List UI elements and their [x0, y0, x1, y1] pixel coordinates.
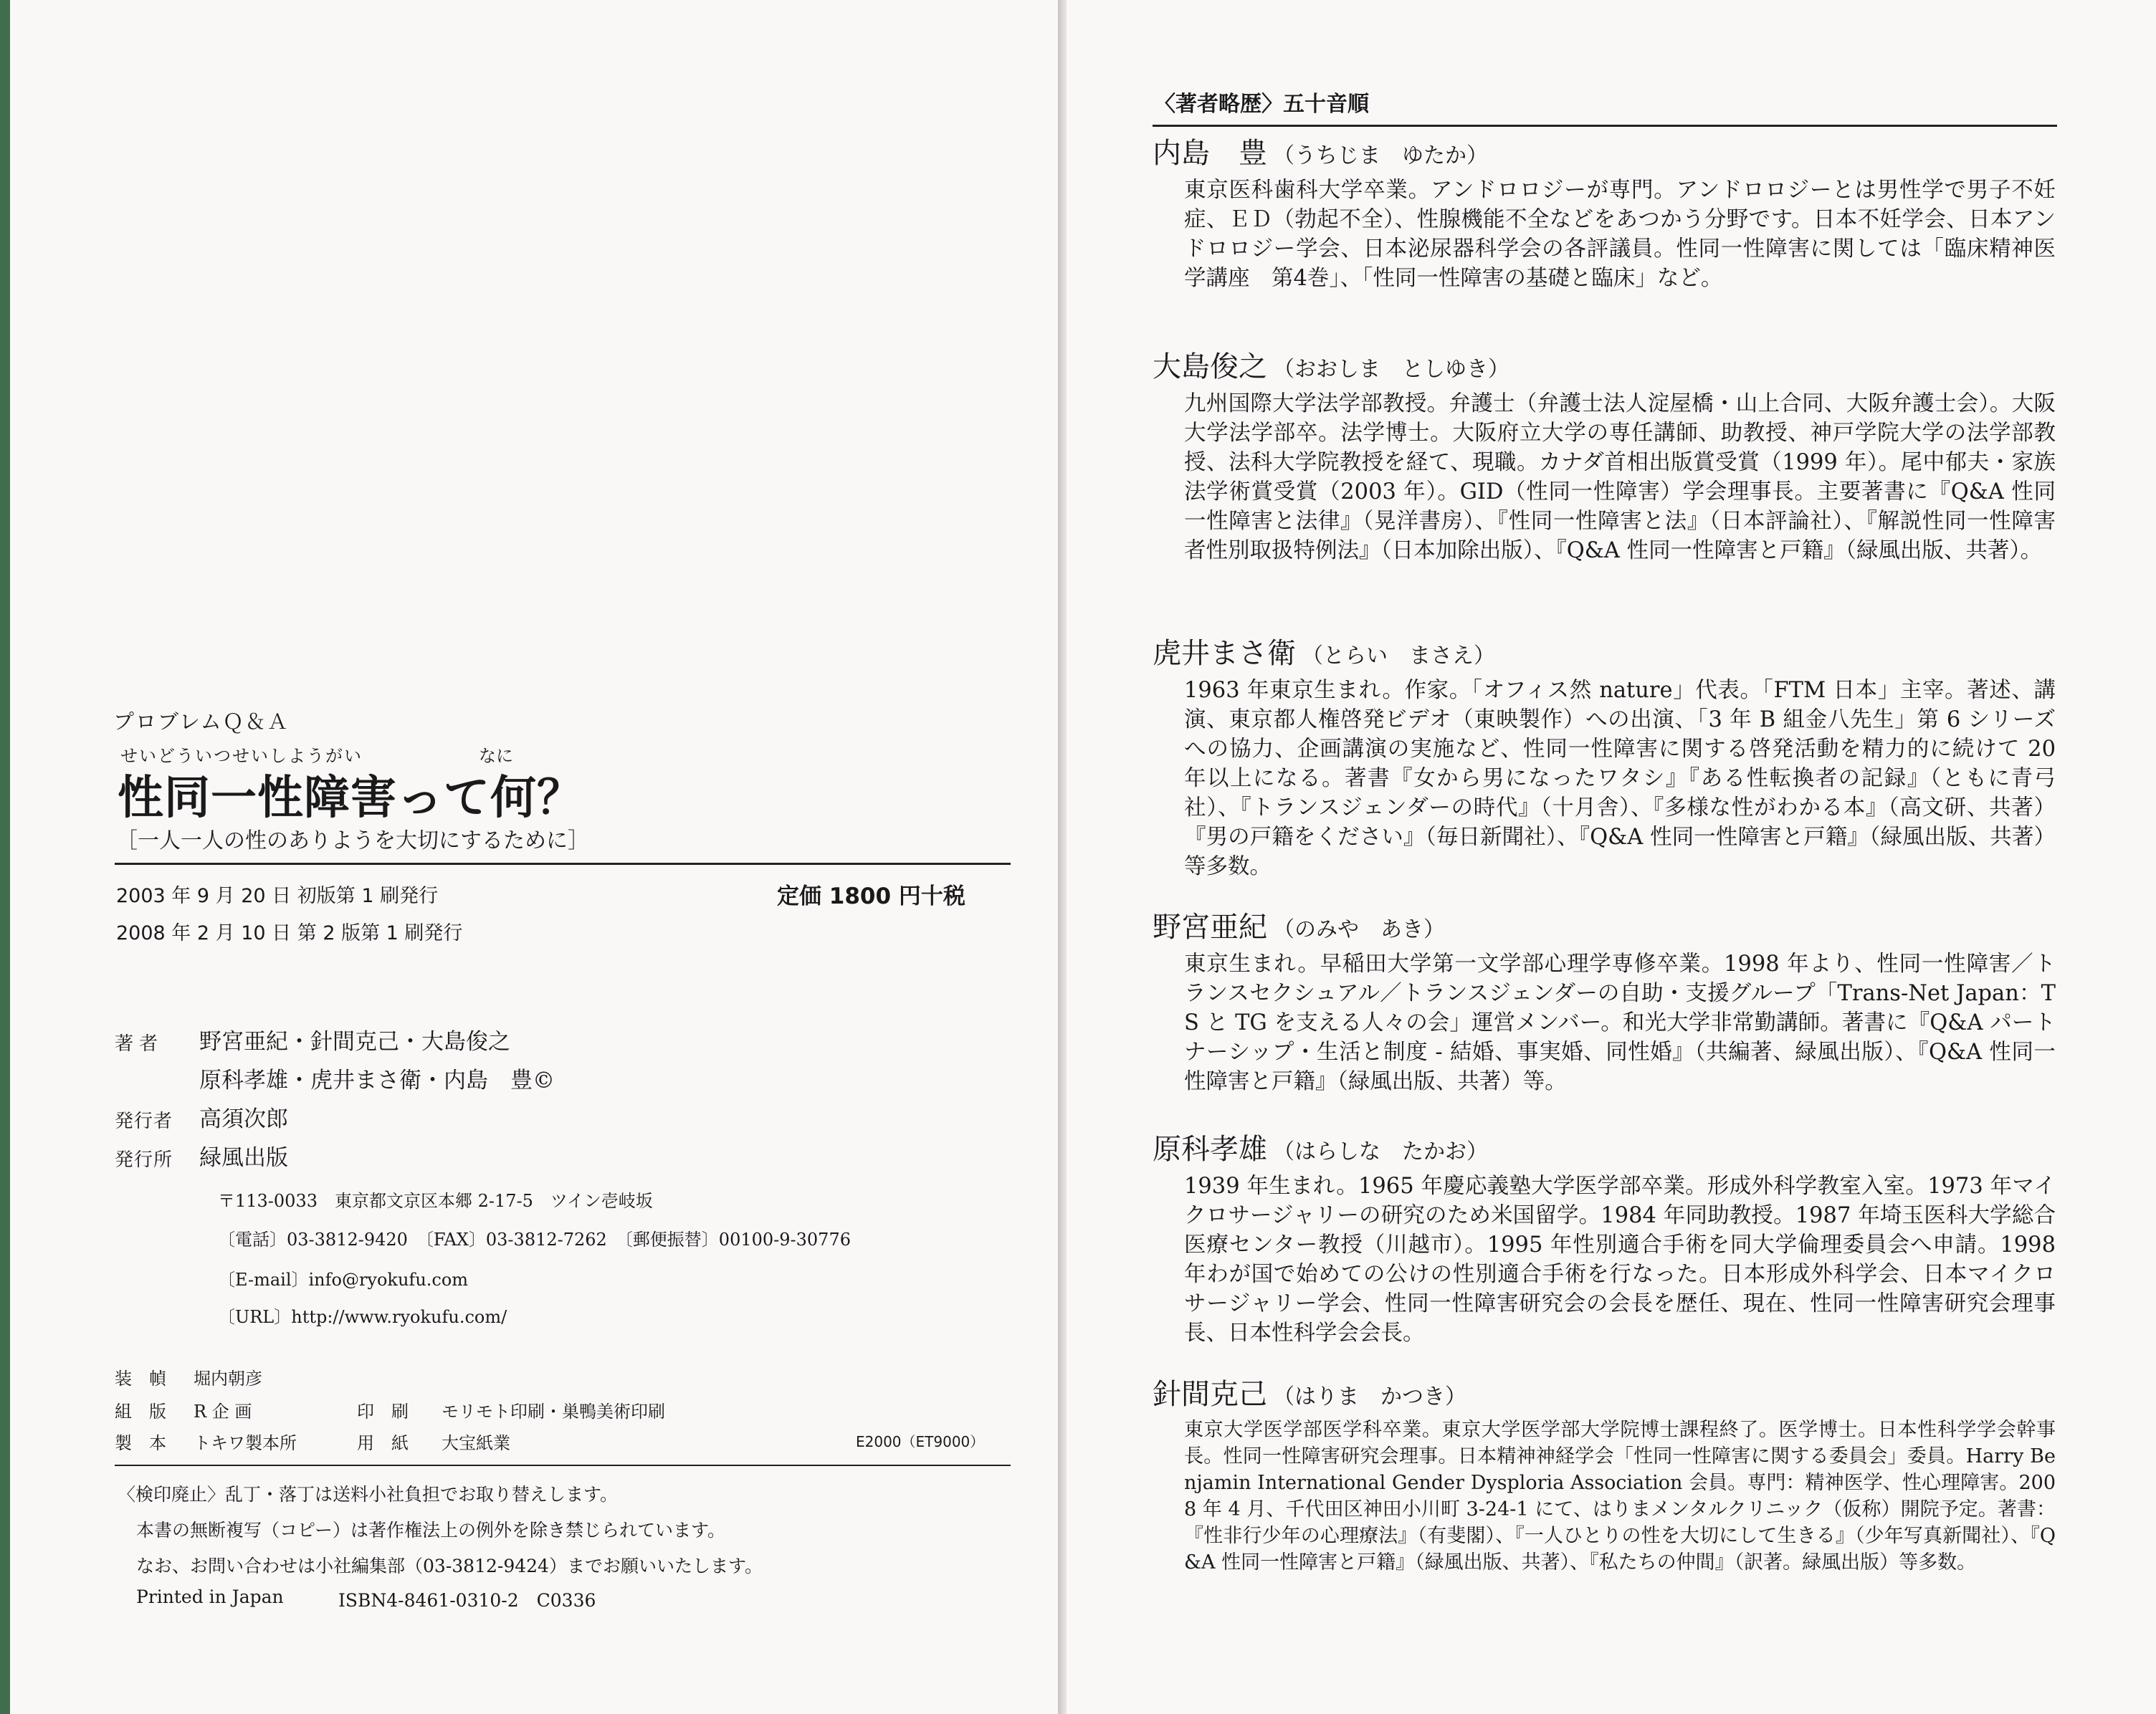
bio-name-line	[1153, 904, 2056, 945]
bio-text: 1939 年生まれ。1965 年慶応義塾大学医学部卒業。形成外科学教室入室。1973 年マイクロサージャリーの研究のため米国留学。1984 年同助教授。1987 年埼玉医科大学総合医療センター教授（川越市）。1995 年性別適合手術を同大学倫理委員会へ申請。1998 年わが国で始めての公けの性別適合手術を行なった。日本形成外科学会、日本マイクロサージャリー学会、性同一性障害研究会の会長を歴任、現在、性同一性障害研究会理事長、日本性科学会会長。	[1184, 1174, 2056, 1346]
edition-first: 2003 年 9 月 20 日 初版第 1 刷発行	[116, 885, 439, 907]
bio-entry	[1153, 130, 2056, 293]
divider	[115, 1465, 1011, 1466]
legal-notice-1: 〈検印廃止〉乱丁・落丁は送料小社負担でお取り替えします。	[118, 1484, 619, 1505]
bio-reading: （おおしま としゆき）	[1273, 357, 1509, 382]
colophon-page	[10, 0, 1058, 1714]
book-gutter	[1058, 0, 1067, 1714]
publisher-person: 高須次郎	[199, 1106, 288, 1132]
binding: トキワ製本所	[194, 1433, 297, 1453]
publisher-url: 〔URL〕http://www.ryokufu.com/	[218, 1307, 507, 1327]
product-code: E2000（ET9000）	[856, 1433, 985, 1450]
title-ruby: せいどういつせいしようがい	[120, 746, 363, 766]
bio-entry	[1153, 631, 2056, 881]
publisher-email: 〔E-mail〕info@ryokufu.com	[218, 1270, 469, 1290]
publisher-phone: 〔電話〕03-3812-9420 〔FAX〕03-3812-7262 〔郵便振替〕00100-9-30776	[218, 1230, 851, 1250]
printer: モリモト印刷・巣鴨美術印刷	[442, 1402, 665, 1422]
printed-in: Printed in Japan	[136, 1586, 284, 1607]
divider	[1153, 125, 2057, 127]
publisher-address: 〒113-0033 東京都文京区本郷 2-17-5 ツイン壱岐坂	[218, 1191, 653, 1211]
series-name: プロブレムＱ＆Ａ	[113, 709, 290, 734]
bio-text: 東京大学医学部医学科卒業。東京大学医学部大学院博士課程終了。医学博士。日本性科学学会幹事長。性同一性障害研究会理事。日本精神神経学会「性同一性障害に関する委員会」委員。Harry Benjamin International Gender Dysploria Association 会員。専門：精神医学、性心理障害。2008 年 4 月、千代田区神田小川町 3-24-1 にて、はりまメンタルクリニック（仮称）開院予定。著書：『性非行少年の心理療法』（有斐閣）、『一人ひとりの性を大切にして生きる』（少年写真新聞社）、『Q&A 性同一性障害と戸籍』（緑風出版、共著）、『私たちの仲間』（訳著。緑風出版）等多数。	[1184, 1419, 2056, 1574]
divider	[115, 863, 1011, 865]
bio-text: 1963 年東京生まれ。作家。「オフィス然 nature」代表。「FTM 日本」主宰。著述、講演、東京都人権啓発ビデオ（東映製作）への出演、「3 年 B 組金八先生」第 6 シリーズへの協力、企画講演の実施など、性同一性障害に関する啓発活動を精力的に続けて 20 年以上になる。著書『女から男になったワタシ』『ある性転換者の記録』（ともに青弓社）、『トランスジェンダーの時代』（十月舎）、『多様な性がわかる本』（高文研、共著）『男の戸籍をください』（毎日新聞社）、『Q&A 性同一性障害と戸籍』（緑風出版、共著）等多数。	[1184, 678, 2056, 879]
bio-reading: （はらしな たかお）	[1273, 1139, 1488, 1164]
print-label: 印 刷	[357, 1402, 409, 1422]
legal-notice-2: 本書の無断複写（コピー）は著作権法上の例外を除き禁じられています。	[136, 1520, 726, 1541]
publisher-person-label: 発行者	[115, 1111, 173, 1132]
design-label: 装 幀	[115, 1369, 166, 1389]
bio-text: 東京医科歯科大学卒業。アンドロロジーが専門。アンドロロジーとは男性学で男子不妊症、ＥＤ（勃起不全）、性腺機能不全などをあつかう分野です。日本不妊学会、日本アンドロロジー学会、日本泌尿器科学会の各評議員。性同一性障害に関しては「臨床精神医学講座 第4巻」、「性同一性障害の基礎と臨床」など。	[1184, 178, 2056, 291]
edition-second: 2008 年 2 月 10 日 第 2 版第 1 刷発行	[116, 922, 463, 944]
bio-name: 虎井まさ衛	[1153, 637, 1296, 670]
bio-entry	[1153, 1371, 2056, 1576]
legal-notice-3: なお、お問い合わせは小社編集部（03-3812-9424）までお願いいたします。	[136, 1556, 763, 1576]
bio-name: 針間克己	[1153, 1378, 1267, 1411]
biography-header: 〈著者略歴〉五十音順	[1154, 92, 1369, 117]
bio-name-line	[1153, 344, 2056, 385]
binding-label: 製 本	[115, 1433, 166, 1453]
bio-entry	[1153, 344, 2056, 565]
biography-page	[1067, 0, 2156, 1714]
bio-name-line	[1153, 130, 2056, 171]
authors-line-1: 野宮亜紀・針間克己・大島俊之	[199, 1029, 510, 1055]
author-label: 著者	[115, 1033, 164, 1055]
paper-label: 用 紙	[357, 1433, 409, 1453]
typeset: R 企 画	[194, 1402, 252, 1422]
title-ruby-nani: なに	[479, 746, 513, 766]
bio-text: 九州国際大学法学部教授。弁護士（弁護士法人淀屋橋・山上合同、大阪弁護士会）。大阪大学法学部卒。法学博士。大阪府立大学の専任講師、助教授、神戸学院大学の法学部教授、法科大学院教授を経て、現職。カナダ首相出版賞受賞（1999 年）。尾中郁夫・家族法学術賞受賞（2003 年）。GID（性同一性障害）学会理事長。主要著書に『Q&A 性同一性障害と法律』（晃洋書房）、『性同一性障害と法』（日本評論社）、『解説性同一性障害者性別取扱特例法』（日本加除出版）、『Q&A 性同一性障害と戸籍』（緑風出版、共著）。	[1184, 391, 2056, 563]
bio-name-line	[1153, 631, 2056, 671]
book-title: 性同一性障害って何？	[118, 772, 583, 825]
bio-entry	[1153, 1126, 2056, 1348]
book-subtitle: ［一人一人の性のありようを大切にするために］	[116, 828, 589, 853]
bio-name-line	[1153, 1126, 2056, 1167]
bio-reading: （とらい まさえ）	[1302, 643, 1495, 669]
design: 堀内朝彦	[194, 1369, 262, 1389]
publisher-name: 緑風出版	[199, 1145, 288, 1171]
bio-name: 大島俊之	[1153, 350, 1267, 383]
price: 定価 1800 円十税	[777, 884, 965, 909]
bio-text: 東京生まれ。早稲田大学第一文学部心理学専修卒業。1998 年より、性同一性障害／トランスセクシュアル／トランスジェンダーの自助・支援グループ「Trans-Net Japan：TS と TG を支える人々の会」運営メンバー。和光大学非常勤講師。著書に『Q&A パートナーシップ・生活と制度 - 結婚、事実婚、同性婚』（共編著、緑風出版）、『Q&A 性同一性障害と戸籍』（緑風出版、共著）等。	[1184, 952, 2056, 1094]
paper: 大宝紙業	[442, 1433, 510, 1453]
bio-name-line	[1153, 1371, 2056, 1412]
bio-reading: （のみや あき）	[1273, 917, 1445, 942]
authors-line-2: 原科孝雄・虎井まさ衛・内島 豊©	[199, 1068, 555, 1093]
bio-reading: （うちじま ゆたか）	[1273, 143, 1488, 168]
bio-reading: （はりま かつき）	[1273, 1384, 1466, 1409]
bio-entry	[1153, 904, 2056, 1096]
bio-name: 内島 豊	[1153, 137, 1267, 170]
publisher-label: 発行所	[115, 1149, 173, 1171]
isbn: ISBN4-8461-0310-2 C0336	[338, 1590, 596, 1611]
bio-name: 野宮亜紀	[1153, 911, 1267, 944]
typeset-label: 組 版	[115, 1402, 166, 1422]
bio-name: 原科孝雄	[1153, 1133, 1267, 1166]
